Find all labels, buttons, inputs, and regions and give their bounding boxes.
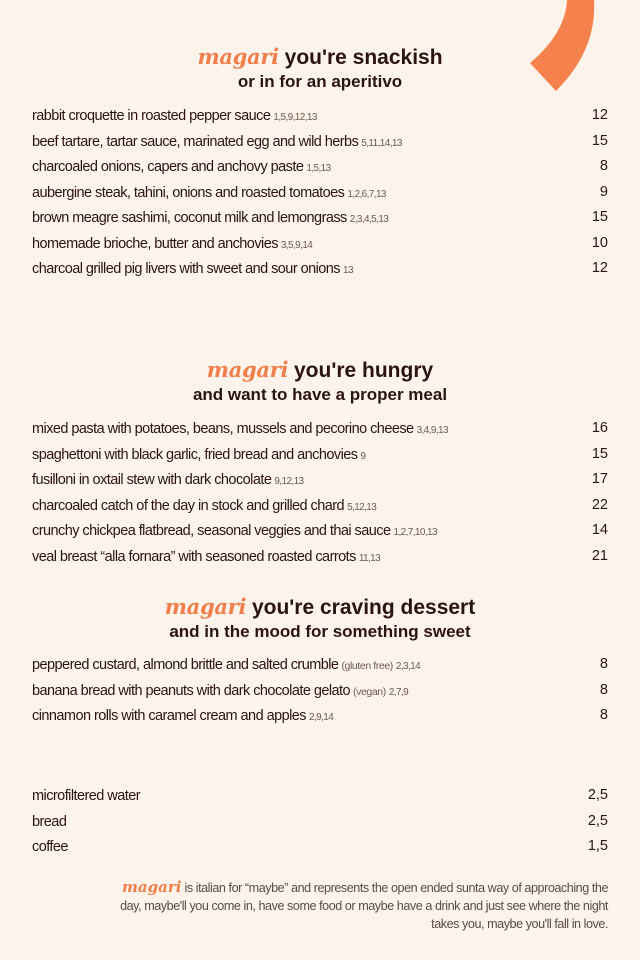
item-price: 8 [599, 681, 608, 698]
item-dietary-note: (vegan) [353, 685, 386, 698]
item-name: charcoal grilled pig livers with sweet and sour onions [32, 261, 340, 277]
menu-list-extras [32, 783, 608, 860]
menu-item [32, 416, 608, 442]
brand-name: magari [164, 594, 247, 619]
menu-item [32, 180, 608, 206]
section-title [0, 594, 640, 621]
item-price: 12 [591, 260, 608, 276]
item-allergens: 13 [343, 265, 353, 276]
item-price: 2,5 [587, 812, 608, 829]
brand-name: magari [122, 878, 182, 896]
section-header-desserts [0, 594, 640, 643]
item-name: charcoaled onions, capers and anchovy paste [32, 159, 304, 175]
section-title [0, 44, 640, 71]
item-name: spaghettoni with black garlic, fried bread and anchovies [32, 446, 358, 463]
item-name: fusilloni in oxtail stew with dark chocolate [32, 472, 272, 488]
item-price: 16 [591, 420, 608, 436]
section-header-snacks [0, 44, 640, 93]
footer-description [100, 878, 608, 933]
item-allergens: 2,9,14 [309, 712, 334, 723]
item-price: 15 [591, 132, 608, 149]
item-name: microfiltered water [32, 788, 140, 804]
item-price: 12 [591, 107, 608, 123]
item-allergens: 9,12,13 [274, 476, 304, 487]
menu-item [32, 493, 608, 519]
item-name: peppered custard, almond brittle and salted crumble [32, 657, 339, 673]
menu-item [32, 442, 608, 468]
extra-item [32, 809, 608, 835]
item-price: 22 [591, 496, 608, 513]
item-name: aubergine steak, tahini, onions and roasted tomatoes [32, 184, 345, 201]
item-name: homemade brioche, butter and anchovies [32, 235, 278, 252]
item-name: bread [32, 813, 67, 830]
item-price: 15 [591, 209, 608, 225]
menu-list-desserts [32, 652, 608, 729]
footer-text: is italian for “maybe” and represents the open ended sunta way of approaching the day, maybe'll you come in, have some food or maybe have a drink and just see where the night takes you, maybe you'll fall in love. [120, 881, 608, 931]
item-name: veal breast “alla fornara” with seasoned roasted carrots [32, 548, 356, 565]
item-name: brown meagre sashimi, coconut milk and lemongrass [32, 210, 347, 226]
item-price: 15 [591, 445, 608, 462]
item-price: 21 [591, 547, 608, 564]
section-header-mains [0, 357, 640, 406]
item-name: mixed pasta with potatoes, beans, mussels and pecorino cheese [32, 421, 414, 437]
section-title-text: you're craving dessert [251, 596, 476, 619]
menu-item [32, 544, 608, 570]
menu-list-snacks [32, 103, 608, 282]
item-allergens: 1,5,9,12,13 [273, 112, 317, 123]
section-title-text: you're snackish [284, 46, 443, 69]
menu-item [32, 129, 608, 155]
extra-item [32, 834, 608, 860]
item-name: rabbit croquette in roasted pepper sauce [32, 108, 271, 124]
item-price: 10 [591, 234, 608, 251]
item-price: 1,5 [587, 838, 608, 854]
item-allergens: 3,4,9,13 [416, 425, 448, 436]
item-allergens: 2,7,9 [388, 686, 409, 698]
item-allergens: 1,5,13 [306, 163, 331, 174]
section-subtitle: and want to have a proper meal [192, 385, 448, 404]
item-price: 9 [599, 183, 608, 200]
item-price: 17 [591, 471, 608, 487]
section-subtitle: and in the mood for something sweet [169, 622, 471, 641]
item-price: 8 [599, 656, 608, 672]
menu-item [32, 703, 608, 729]
item-allergens: 11,13 [358, 552, 381, 564]
item-allergens: 2,3,4,5,13 [349, 214, 389, 225]
item-name: cinnamon rolls with caramel cream and apples [32, 708, 306, 724]
item-allergens: 2,3,14 [395, 661, 421, 672]
brand-name: magari [206, 357, 289, 382]
item-name: banana bread with peanuts with dark chocolate gelato [32, 682, 351, 699]
item-dietary-note: (gluten free) [341, 660, 393, 672]
item-allergens: 3,5,9,14 [280, 239, 313, 251]
item-name: charcoaled catch of the day in stock and grilled chard [32, 497, 345, 514]
item-price: 8 [599, 707, 608, 723]
item-name: coffee [32, 839, 68, 855]
menu-item [32, 256, 608, 282]
item-price: 8 [599, 158, 608, 174]
item-price: 14 [591, 522, 608, 538]
menu-item [32, 518, 608, 544]
menu-item [32, 154, 608, 180]
menu-item [32, 678, 608, 704]
menu-item [32, 103, 608, 129]
item-price: 2,5 [587, 787, 608, 803]
menu-item [32, 652, 608, 678]
item-allergens: 1,2,6,7,13 [347, 188, 386, 200]
item-allergens: 9 [360, 450, 366, 462]
item-allergens: 1,2,7,10,13 [393, 527, 437, 538]
item-name: beef tartare, tartar sauce, marinated egg and wild herbs [32, 133, 359, 150]
menu-list-mains [32, 416, 608, 569]
item-allergens: 5,11,14,13 [361, 137, 402, 149]
item-allergens: 5,12,13 [347, 501, 377, 513]
item-name: crunchy chickpea flatbread, seasonal veggies and thai sauce [32, 523, 391, 539]
section-title-text: you're hungry [294, 359, 434, 382]
menu-item [32, 467, 608, 493]
menu-item [32, 231, 608, 257]
section-title [0, 357, 640, 384]
extra-item [32, 783, 608, 809]
section-subtitle: or in for an aperitivo [237, 72, 403, 91]
brand-name: magari [197, 44, 279, 69]
menu-item [32, 205, 608, 231]
